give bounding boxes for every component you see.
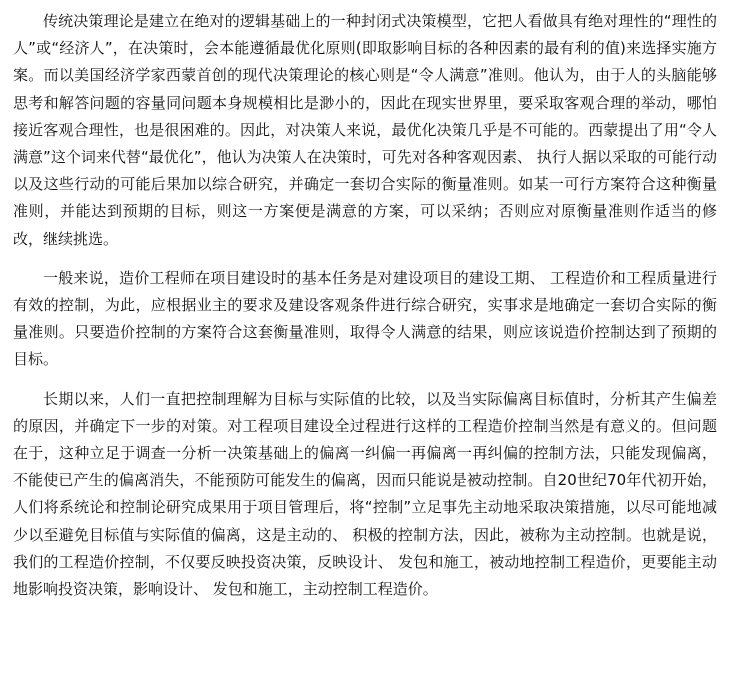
document-body — [13, 8, 717, 603]
paragraph-satisficing-theory: 传统决策理论是建立在绝对的逻辑基础上的一种封闭式决策模型，它把人看做具有绝对理性的“理性的人”或“经济人”，在决策时，会本能遵循最优化原则(即取影响目标的各种因素的最有利的值)来选择实施方案。而以美国经济学家西蒙首创的现代决策理论的核心则是“令人满意”准则。他认为，由于人的头脑能够思考和解答问题的容量同问题本身规模相比是渺小的，因此在现实世界里，要采取客观合理的举动，哪怕接近客观合理性，也是很困难的。因此，对决策人来说，最优化决策几乎是不可能的。西蒙提出了用“令人满意”这个词来代替“最优化”，他认为决策人在决策时，可先对各种客观因素、 执行人据以采取的可能行动以及这些行动的可能后果加以综合研究，并确定一套切合实际的衡量准则。如某一可行方案符合这种衡量准则，并能达到预期的目标，则这一方案便是满意的方案，可以采纳；否则应对原衡量准则作适当的修改，继续挑选。 — [13, 12, 717, 248]
paragraph-cost-engineer-task: 一般来说，造价工程师在项目建设时的基本任务是对建设项目的建设工期、 工程造价和工程质量进行有效的控制，为此，应根据业主的要求及建设客观条件进行综合研究，实事求是地确定一套切合实际的衡量准则。只要造价控制的方案符合这套衡量准则，取得令人满意的结果，则应该说造价控制达到了预期的目标。 — [13, 268, 717, 369]
paragraph-active-control: 长期以来，人们一直把控制理解为目标与实际值的比较，以及当实际偏离目标值时，分析其产生偏差的原因，并确定下一步的对策。对工程项目建设全过程进行这样的工程造价控制当然是有意义的。但问题在于，这种立足于调查一分析一决策基础上的偏离一纠偏一再偏离一再纠偏的控制方法，只能发现偏离，不能使已产生的偏离消失，不能预防可能发生的偏离，因而只能说是被动控制。自20世纪70年代初开始，人们将系统论和控制论研究成果用于项目管理后，将“控制”立足事先主动地采取决策措施，以尽可能地减少以至避免目标值与实际值的偏离，这是主动的、 积极的控制方法，因此，被称为主动控制。也就是说，我们的工程造价控制，不仅要反映投资决策，反映设计、 发包和施工，被动地控制工程造价，更要能主动地影响投资决策，影响设计、 发包和施工，主动控制工程造价。 — [13, 389, 717, 599]
